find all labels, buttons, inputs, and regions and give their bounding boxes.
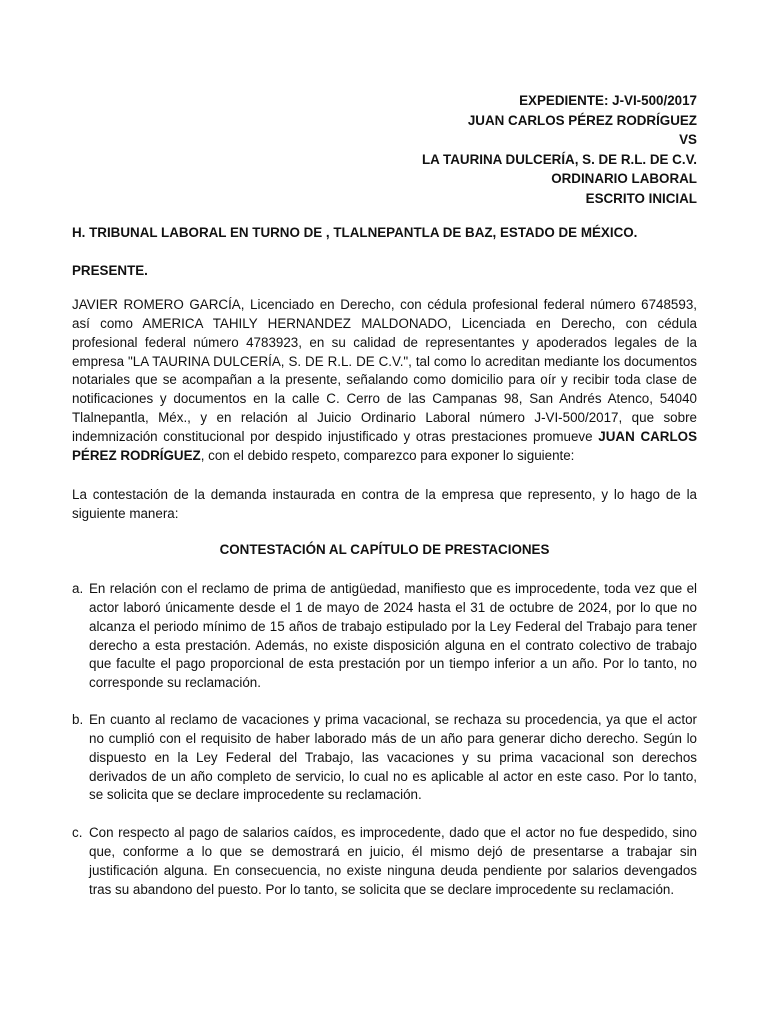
- intro-plaintiff-bold: JUAN CARLOS PÉREZ RODRÍGUEZ: [72, 428, 698, 463]
- intro-text-before: JAVIER ROMERO GARCÍA, Licenciado en Derecho, con cédula profesional federal número 6748593, así como AMERICA TAHILY HERNANDEZ MALDONADO, Licenciada en Derecho, con cédula profesional federal número 4783923, en su calidad de representantes y apoderados legales de la empresa "LA TAURINA DULCERÍA, S. DE R.L. DE C.V.", tal como lo acreditan mediante los documentos notariales que se acompañan a la presente, señalando como domicilio para oír y recibir toda clase de notificaciones y documentos en la calle C. Cerro de las Campanas 98, San Andrés Atenco, 54040 Tlalnepantla, Méx., y en relación al Juicio Ordinario Laboral número J-VI-500/2017, que sobre indemnización constitucional por despido injustificado y otras prestaciones promueve: [72, 297, 697, 444]
- intro-text-after: , con el debido respeto, comparezco para exponer lo siguiente:: [200, 447, 575, 463]
- intro-paragraph: [72, 296, 697, 466]
- versus-label: VS: [679, 132, 697, 148]
- list-item-text: Con respecto al pago de salarios caídos, es improcedente, dado que el actor no fue despedido, sino que, conforme a lo que se demostrará en juicio, él mismo dejó de presentarse a trabajar sin justificación alguna. En consecuencia, no existe ninguna deuda pendiente por salarios devengados tras su abandono del puesto. Por lo tanto, se solicita que se declare improcedente su reclamación.: [89, 825, 697, 897]
- section-title: CONTESTACIÓN AL CAPÍTULO DE PRESTACIONES: [219, 542, 550, 557]
- trial-type: ORDINARIO LABORAL: [551, 171, 697, 187]
- list-item: [72, 824, 697, 899]
- defendant-name: LA TAURINA DULCERÍA, S. DE R.L. DE C.V.: [421, 151, 697, 167]
- contestation-intro-paragraph: La contestación de la demanda instaurada en contra de la empresa que represento, y lo hago de la siguiente manera:: [72, 487, 697, 521]
- case-header: [422, 91, 697, 209]
- case-number: EXPEDIENTE: J-VI-500/2017: [519, 93, 697, 108]
- document-type: ESCRITO INICIAL: [585, 190, 697, 206]
- list-item-text: En cuanto al reclamo de vacaciones y prima vacacional, se rechaza su procedencia, ya que el actor no cumplió con el requisito de haber laborado más de un año para generar dicho derecho. Según lo dispuesto en la Ley Federal del Trabajo, las vacaciones y su prima vacacional son derechos derivados de un año completo de servicio, lo cual no es aplicable al actor en este caso. Por lo tanto, se solicita que se declare improcedente su reclamación.: [89, 712, 697, 803]
- list-item: [72, 711, 697, 805]
- list-item-marker: a.: [72, 581, 84, 596]
- presente-heading: PRESENTE.: [72, 263, 148, 278]
- list-item-text: En relación con el reclamo de prima de antigüedad, manifiesto que es improcedente, toda vez que el actor laboró únicamente desde el 1 de mayo de 2024 hasta el 31 de octubre de 2024, por lo que no alcanza el periodo mínimo de 15 años de trabajo estipulado por la Ley Federal del Trabajo para tener derecho a esta prestación. Además, no existe disposición alguna en el contrato colectivo de trabajo que faculte el pago proporcional de esta prestación por un tiempo inferior a un año. Por lo tanto, no corresponde su reclamación.: [89, 581, 697, 691]
- plaintiff-name: JUAN CARLOS PÉREZ RODRÍGUEZ: [467, 112, 697, 128]
- list-item: [72, 580, 697, 693]
- court-addressee: H. TRIBUNAL LABORAL EN TURNO DE , TLALNEPANTLA DE BAZ, ESTADO DE MÉXICO.: [72, 225, 638, 240]
- list-item-marker: c.: [72, 825, 83, 840]
- list-item-marker: b.: [72, 712, 84, 727]
